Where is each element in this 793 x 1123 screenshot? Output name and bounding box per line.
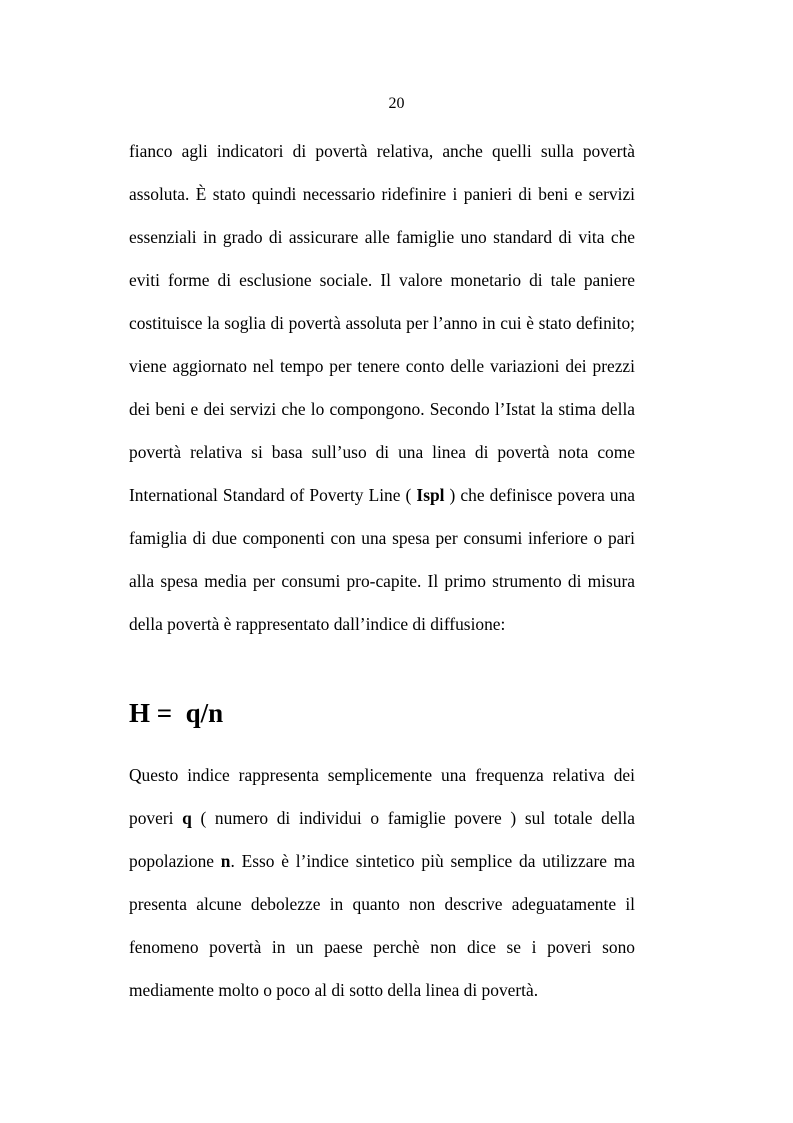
formula-headcount-index: H = q/n (129, 698, 224, 728)
paragraph-text: fianco agli indicatori di povertà relativa, anche quelli sulla povertà assoluta. È stato quindi necessario ridefinire i panieri di beni e servizi essenziali in grado di assicurare alle famiglie uno standard di vita che eviti forme di esclusione sociale. Il valore monetario di tale paniere costituisce la soglia di povertà assoluta per l’anno in cui è stato definito; viene aggiornato nel tempo per tenere conto delle variazioni dei prezzi dei beni e dei servizi che lo compongono. Secondo l’Istat la stima della povertà relativa si basa sull’uso di una linea di povertà nota come International Standard of Poverty Line ( (129, 141, 635, 505)
bold-variable-q: q (182, 808, 192, 828)
bold-variable-n: n (220, 851, 231, 871)
paragraph-poverty-lines (129, 130, 635, 646)
paragraph-text: ) che definisce povera una famiglia di due componenti con una spesa per consumi inferiore o pari alla spesa media per consumi pro-capite. Il primo strumento di misura della povertà è rappresentato dall’indice di diffusione: (129, 485, 636, 634)
paragraph-index-explanation (129, 754, 635, 1012)
bold-term-ispl: Ispl (416, 485, 445, 505)
page-number: 20 (388, 95, 405, 112)
paragraph-text: . Esso è l’indice sintetico più semplice da utilizzare ma presenta alcune debolezze in quanto non descrive adeguatamente il fenomeno povertà in un paese perchè non dice se i poveri sono mediamente molto o poco al di sotto della linea di povertà. (129, 851, 635, 1000)
paragraph-text: ( numero di individui o famiglie povere ) sul totale della popolazione (129, 808, 635, 871)
paragraph-text: Questo indice rappresenta semplicemente una frequenza relativa dei poveri (129, 765, 635, 828)
